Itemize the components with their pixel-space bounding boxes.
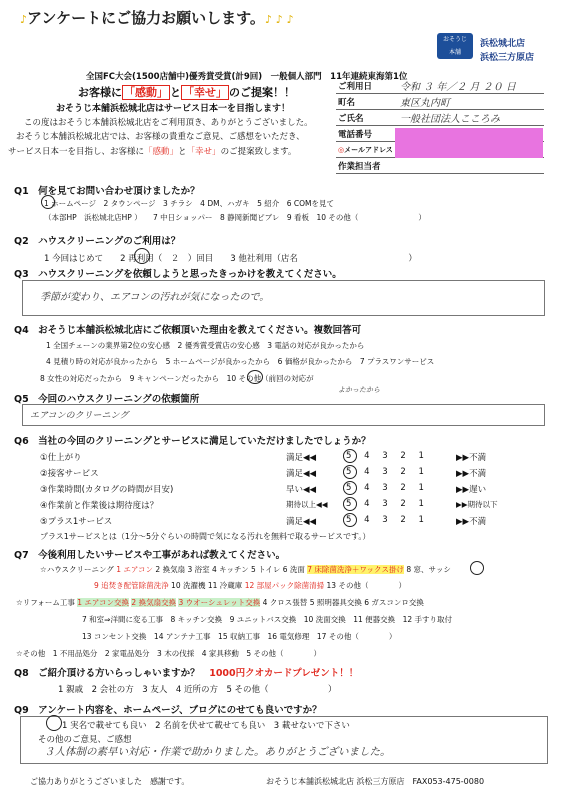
- music-note-icon: ♪: [20, 13, 28, 26]
- q4-options-row1[interactable]: 1 全国チェーンの業界第2位の安心感 2 優秀賞受賞店の安心感 3 電話の対応が良かったから: [46, 341, 365, 350]
- q3-title: Q3 ハウスクリーニングを依頼しようと思ったきっかけを教えてください。: [14, 269, 342, 280]
- q6-item-label: ⑤プラス1サービス: [40, 517, 113, 527]
- option-fan-replace[interactable]: 2 換気扇交換: [131, 598, 177, 607]
- q6-rating-scale[interactable]: 5 4 3 2 1: [346, 515, 429, 525]
- proposal-line: お客様に 「感動」 と 「幸せ」 のご提案！！: [78, 86, 295, 99]
- town-label: 町名: [336, 94, 398, 110]
- option-floor-wax[interactable]: 7 床除菌洗浄＋ワックス掛け: [307, 565, 404, 574]
- date-label: ご利用日: [336, 78, 398, 94]
- company-logo: おそうじ 本舗: [437, 33, 473, 59]
- q4-options-row3[interactable]: 8 女性の対応だったから 9 キャンペーンだったから 10 その他（前回の対応が: [40, 374, 314, 383]
- rating-circle: [343, 513, 357, 527]
- option-house-other[interactable]: 13 その他（ ）: [326, 581, 406, 590]
- q5-answer-text: エアコンのクリーニング: [30, 411, 129, 421]
- q2-title: Q2 ハウスクリーニングのご利用は？: [14, 236, 181, 247]
- q6-rating-scale[interactable]: 5 4 3 2 1: [346, 483, 429, 493]
- q6-title: Q6 当社の今回のクリーニングとサービスに満足していただけましたでしょうか？: [14, 436, 371, 447]
- q5-title: Q5 今回のハウスクリーニングの依頼箇所: [14, 394, 200, 405]
- footer-company: おそうじ本舗浜松城北店 浜松三方原店 FAX053-475-0080: [266, 777, 485, 786]
- q7-reform-row2[interactable]: 7 和室⇒洋間に変る工事 8 キッチン交換 9 ユニットバス交換 10 洗面交換 11 便器交換 12 手すり取付: [82, 615, 453, 624]
- rating-circle: [343, 465, 357, 479]
- town-field[interactable]: 東区丸内町: [398, 94, 544, 110]
- mission-line: おそうじ本舗浜松城北店はサービス日本一を目指します！: [56, 104, 291, 114]
- q6-rating-scale[interactable]: 5 4 3 2 1: [346, 467, 429, 477]
- q6-rating-scale[interactable]: 5 4 3 2 1: [346, 451, 429, 461]
- kando-highlight: 「感動」: [124, 86, 168, 99]
- staff-field[interactable]: [398, 158, 544, 174]
- q6-plus-note: プラス1サービスとは（1分～5分ぐらいの時間で気になる汚れを無料で取るサービスです。）: [40, 532, 371, 541]
- staff-label: 作業担当者: [336, 158, 398, 174]
- survey-title: ♪アンケートにご協力お願いします。♪ ♪ ♪: [20, 9, 294, 27]
- branch-name-1: 浜松城北店: [480, 39, 526, 49]
- q7-other-row: ☆その他 1 不用品処分 2 家電品処分 3 木の伐採 4 家具移動 5 その他（ ）: [16, 649, 322, 658]
- q7-house-row1: ☆ハウスクリーニング 1 エアコン 2 換気扇 3 浴室 4 キッチン 5 トイレ 6 洗面 7 床除菌洗浄＋ワックス掛け 8 窓、サッシ: [40, 565, 451, 574]
- branch-name-2: 浜松三方原店: [480, 53, 535, 63]
- q6-scale-left: 満足◀◀: [286, 453, 317, 463]
- q6-item-label: ③作業時間(カタログの時間が目安): [40, 485, 174, 495]
- award-line: 全国FC大会(1500店舗中)優秀賞受賞(計9回) 一般個人部門 11年連続東海第1位: [86, 72, 408, 82]
- q6-item-label: ④作業前と作業後は期待度は？: [40, 501, 159, 511]
- q1-options-row2[interactable]: （本部HP 浜松城北店HP ） 7 中日ショッパー 8 静岡新聞ピブレ 9 看板 10 その他（ ）: [44, 213, 426, 222]
- q1-answer-circle: [41, 195, 55, 209]
- q6-scale-right: ▶▶不満: [456, 517, 487, 527]
- rating-circle: [343, 449, 357, 463]
- thanks-line: この度はおそうじ本舗浜松城北店をご利用頂き、ありがとうございました。: [24, 118, 313, 128]
- date-field[interactable]: 令和 ３ 年／２ 月 ２０ 日: [398, 78, 544, 94]
- q8-title: Q8 ご紹介頂ける方いらっしゃいますか？ 1000円クオカードプレゼント！！: [14, 668, 359, 679]
- option-lighting[interactable]: 5 照明器具交換: [309, 598, 362, 607]
- option-fridge[interactable]: 11 冷蔵庫: [207, 581, 243, 590]
- q7-title: Q7 今後利用したいサービスや工事があれば教えてください。: [14, 550, 286, 561]
- q6-scale-right: ▶▶遅い: [456, 485, 487, 495]
- q7-answer-circle: [470, 561, 484, 575]
- q7-house-row2: [94, 580, 406, 591]
- option-window[interactable]: 8 窓、サッシ: [406, 565, 451, 574]
- request-line: おそうじ本舗浜松城北店では、お客様の貴重なご意見、ご感想をいただき、: [16, 132, 305, 142]
- option-bath[interactable]: 3 浴室: [187, 565, 210, 574]
- music-notes-decoration: ♪ ♪ ♪: [264, 13, 294, 26]
- name-field[interactable]: 一般社団法人こころみ: [398, 110, 544, 126]
- option-washer[interactable]: 10 洗濯機: [171, 581, 206, 590]
- shiawase-highlight: 「幸せ」: [183, 86, 227, 99]
- q6-rating-scale[interactable]: 5 4 3 2 1: [346, 499, 429, 509]
- q1-options-row1[interactable]: 1 ホームページ 2 タウンページ 3 チラシ 4 DM、ハガキ 5 紹介 6 COMを見て: [44, 199, 334, 208]
- redacted-contact: [395, 128, 543, 158]
- mail-label: ◎メールアドレス: [336, 142, 398, 158]
- name-label: ご氏名: [336, 110, 398, 126]
- q6-scale-right: ▶▶期待以下: [456, 500, 498, 509]
- option-washlet-replace[interactable]: 3 ウオーシュレット交換: [178, 598, 261, 607]
- footer-thanks: ご協力ありがとうございました 感謝です。: [30, 777, 190, 786]
- customer-info-table: [336, 78, 544, 174]
- option-gas-stove[interactable]: 6 ガスコンロ交換: [364, 598, 424, 607]
- q4-title: Q4 おそうじ本舗浜松城北店にご依頼頂いた理由を教えてください。複数回答可: [14, 325, 362, 336]
- q2-options[interactable]: 1 今回はじめて 2 再利用（ ２ ）回目 3 他社利用（店名 ）: [44, 254, 417, 264]
- q8-promo: 1000円クオカードプレゼント！！: [209, 668, 359, 679]
- q9-answer-circle: [46, 715, 62, 731]
- q2-answer-circle: [134, 248, 150, 264]
- q9-comment-label: その他のご意見、ご感想: [38, 735, 132, 745]
- option-washroom[interactable]: 6 洗面: [282, 565, 305, 574]
- option-room-pack[interactable]: 12 部屋パック除菌清掃: [244, 581, 325, 590]
- q9-title: Q9 アンケート内容を、ホームページ、ブログにのせても良いですか？: [14, 705, 322, 716]
- q7-reform-row3[interactable]: 13 コンセント交換 14 アンテナ工事 15 収納工事 16 電気修理 17 その他（ ）: [82, 632, 397, 641]
- option-fan[interactable]: 2 換気扇: [155, 565, 186, 574]
- phone-label: 電話番号: [336, 126, 398, 142]
- q6-scale-left: 期待以上◀◀: [286, 500, 328, 509]
- option-aircon[interactable]: 1 エアコン: [116, 565, 154, 574]
- q3-answer-text: 季節が変わり、エアコンの汚れが気になったので。: [40, 292, 270, 303]
- rating-circle: [343, 481, 357, 495]
- q7-reform-row1: ☆リフォーム工事 1 エアコン交換 2 換気扇交換 3 ウオーシュレット交換 4 クロス張替 5 照明器具交換 6 ガスコンロ交換: [16, 598, 424, 607]
- option-aircon-replace[interactable]: 1 エアコン交換: [77, 598, 130, 607]
- option-toilet[interactable]: 5 トイレ: [251, 565, 281, 574]
- option-cloth[interactable]: 4 クロス張替: [262, 598, 308, 607]
- mail-icon: ◎: [338, 145, 345, 154]
- q4-answer-circle: [247, 370, 263, 384]
- q4-options-row2[interactable]: 4 見積り時の対応が良かったから 5 ホームページが良かったから 6 価格が良かったから 7 プラスワンサービス: [46, 357, 435, 366]
- option-pipe[interactable]: 9 追焚き配管除菌洗浄: [94, 581, 169, 590]
- q4-other-handwriting: よかったから: [338, 386, 380, 394]
- option-kitchen[interactable]: 4 キッチン: [212, 565, 249, 574]
- q6-scale-right: ▶▶不満: [456, 469, 487, 479]
- q6-scale-left: 満足◀◀: [286, 469, 317, 479]
- q6-scale-right: ▶▶不満: [456, 453, 487, 463]
- q6-scale-left: 早い◀◀: [286, 485, 317, 495]
- q8-options[interactable]: 1 親戚 2 会社の方 3 友人 4 近所の方 5 その他（ ）: [58, 685, 337, 695]
- proposal-line-2: サービス日本一を目指し、お客様に「感動」と「幸せ」のご提案致します。: [8, 147, 297, 157]
- q9-options[interactable]: 1 実名で載せても良い 2 名前を伏せて載せても良い 3 載せないで下さい: [62, 721, 350, 731]
- q9-comment-text: ３人体制の素早い対応・作業で助かりました。ありがとうございました。: [44, 746, 391, 758]
- q6-scale-left: 満足◀◀: [286, 517, 317, 527]
- q6-item-label: ②接客サービス: [40, 469, 99, 479]
- q1-title: Q1 何を見てお問い合わせ頂けましたか？: [14, 186, 200, 197]
- rating-circle: [343, 497, 357, 511]
- q6-item-label: ①仕上がり: [40, 453, 82, 463]
